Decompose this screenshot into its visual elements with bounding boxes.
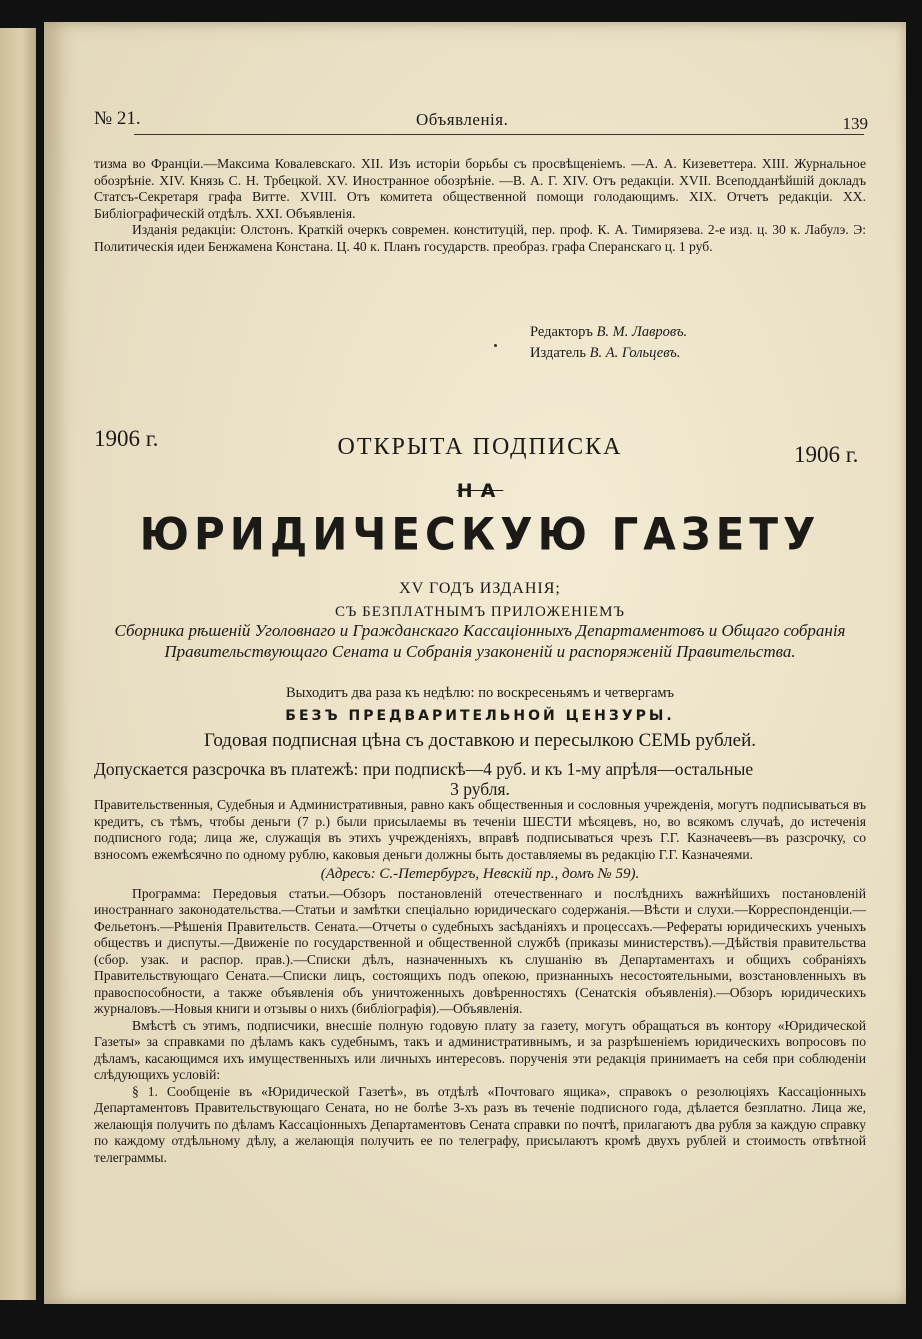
installment-text: Допускается разсрочка въ платежѣ: при подпискѣ—4 руб. и къ 1-му апрѣля—остальные: [94, 759, 754, 779]
header-rule: [134, 134, 864, 135]
publisher-label: Издатель: [530, 345, 586, 361]
year-left: 1906 г.: [94, 426, 159, 451]
year-right: 1906 г.: [794, 442, 859, 467]
year-of-edition: XV ГОДЪ ИЗДАНІЯ;: [399, 580, 561, 597]
installment-rest: 3 рубля.: [450, 779, 510, 799]
editions-text: Изданія редакціи: Олстонъ. Краткій очеркъ современ. конституцій, пер. проф. К. А. Тимирязева. 2-е изд. ц. 30 к. Лабулэ. Э: Политическія идеи Бенжамена Констана. Ц. 40 к. Планъ государств. преобраз. графа Сперанскаго ц. 1 руб.: [94, 222, 866, 254]
contents-text: тизма во Франціи.—Максима Ковалевскаго. XII. Изъ исторіи борьбы съ просвѣщеніемъ. —А. А. Кизеветтера. XIII. Журнальное обозрѣніе. XIV. Князь С. Н. Трбецкой. XV. Иностранное обозрѣніе. —В. А. Г. XIV. Отъ редакціи. XVII. Всеподданѣйшій докладъ Статсъ-Секретаря графа Витте. XVIII. Отъ комитета общественной помощи голодающимъ. XIX. Отчетъ редакціи. XX. Библіографическій отдѣлъ. XXI. Объявленія.: [94, 156, 866, 221]
ink-dot: [494, 344, 497, 347]
subscription-open-heading: ОТКРЫТА ПОДПИСКА: [337, 434, 623, 460]
running-header: [94, 108, 866, 148]
institutions-paragraph: Правительственныя, Судебныя и Административныя, равно какъ общественныя и сословныя учрежденія, могутъ подписываться въ кредитъ, съ тѣмъ, чтобы деньги (7 р.) были присылаемы въ теченіи ШЕСТИ мѣсяцевъ, но, во всякомъ случаѣ, до истеченія подписного года; лица же, служащія въ этихъ учрежденіяхъ, вправѣ подписываться чрезъ Г.Г. Казначеевъ—въ разсрочку, со взносомъ ежемѣсячно по одному рублю, каковыя деньги должны быть доставляемы въ редакцію Г.Г. Казначеями.: [94, 797, 866, 862]
collection-description: Сборника рѣшеній Уголовнаго и Гражданскаго Кассаціонныхъ Департаментовъ и Общаго собранія Правительствующаго Сената и Собранія узаконеній и распоряженій Правительства.: [114, 621, 846, 661]
supplement-heading: СЪ БЕЗПЛАТНЫМЪ ПРИЛОЖЕНІЕМЪ: [334, 604, 626, 620]
section-title: Объявленія.: [416, 110, 509, 129]
editor-line: [530, 322, 687, 343]
credits: [530, 322, 687, 364]
address-line: (Адресъ: С.-Петербургъ, Невскій пр., домъ № 59).: [320, 866, 640, 882]
installment-paragraph: [94, 759, 866, 799]
document-page: [44, 22, 906, 1304]
editor-name: В. М. Лавровъ.: [596, 324, 688, 340]
publisher-line: [530, 343, 687, 364]
subscribers-paragraph: Вмѣстѣ съ этимъ, подписчики, внесшіе полную годовую плату за газету, могутъ обращаться въ контору «Юридической Газеты» за справками по дѣламъ какъ судебнымъ, такъ и административнымъ, и за разрѣшеніемъ юридическихъ вопросовъ по дѣламъ, касающимся ихъ имущественныхъ или личныхъ интересовъ. порученія эти редакція принимаетъ на себя при соблюденіи слѣдующихъ условій:: [94, 1017, 866, 1082]
ad-body: [94, 797, 866, 1166]
contents-continuation: [94, 156, 866, 255]
program-paragraph: Программа: Передовыя статьи.—Обзоръ постановленій отечественнаго и послѣднихъ важнѣйшихъ постановленій иностраннаго законодательства.—Статьи и замѣтки спеціально юридическаго содержанія.—Вѣсти и слухи.—Корреспонденціи.—Фельетонъ.—Рѣшенія Правительств. Сената.—Отчеты о судебныхъ засѣданіяхъ и процессахъ.—Рефераты юридическихъ ученыхъ обществъ и диспуты.—Движеніе по государственной и общественной службѣ (приказы министерствъ).—Дѣйствія правительства (сбор. узак. и распор. прав.).—Списки дѣлъ, назначенныхъ къ слушанію въ Департаментахъ и общихъ собраніяхъ Правительствующаго Сената.—Списки лицъ, состоящихъ подъ опекою, признанныхъ несостоятельными, возстановленныхъ въ правоспособности, а также объявленія объ уничтоженныхъ довѣренностяхъ (Сенатскія объявленія).—Обзоръ юридическихъ журналовъ.—Новыя книги и отзывы о нихъ (библіографія).—Объявленія.: [94, 885, 866, 1016]
no-censorship-line: БЕЗЪ ПРЕДВАРИТЕЛЬНОЙ ЦЕНЗУРЫ.: [285, 708, 675, 724]
issue-number: № 21.: [94, 108, 141, 129]
adjacent-page-edge: [0, 28, 36, 1300]
clause-1-paragraph: § 1. Сообщеніе въ «Юридической Газетѣ», въ отдѣлѣ «Почтоваго ящика», справокъ о резолюціяхъ Кассаціонныхъ Департаментовъ Правительствующаго Сената, но не болѣе 3-хъ разъ въ теченіе подписного года, дѣлается безплатно. Лица же, желающія получить по дѣламъ Кассаціонныхъ Департаментовъ Сената справки по почтѣ, прилагаютъ два рубля за каждую справку по каждому отдѣльному дѣлу, а желающія получить ее по телеграфу, присылаютъ кромѣ двухъ рублей и стоимость отвѣтной телеграммы.: [94, 1083, 866, 1165]
editor-label: Редакторъ: [530, 324, 593, 340]
frequency-line: Выходитъ два раза къ недѣлю: по воскресеньямъ и четвергамъ: [285, 685, 675, 701]
page-number: 139: [842, 114, 868, 133]
publisher-name: В. А. Гольцевъ.: [589, 345, 681, 361]
newspaper-title: ЮРИДИЧЕСКУЮ ГАЗЕТУ: [139, 508, 821, 561]
na-heading: НА: [456, 480, 504, 502]
price-line: Годовая подписная цѣна съ доставкою и пересылкою СЕМЬ рублей.: [204, 730, 756, 751]
